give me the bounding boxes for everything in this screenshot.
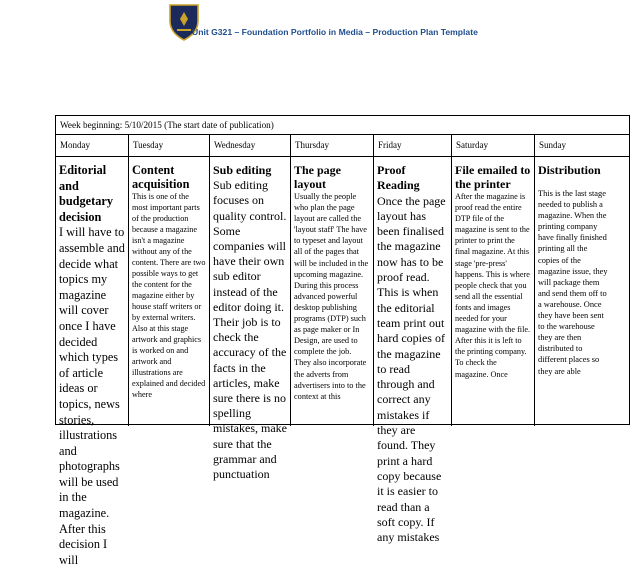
day-header-thursday: Thursday [291,135,374,156]
plan-content-row [56,157,629,567]
page-header [0,0,638,60]
cell-text: Sub editing focuses on quality control. Some companies will have their own sub editor instead of the editor doing it. Their job is to check the accuracy of the facts in the articles, make sure there is no spelling mistakes, make sure that the grammar and punctuation [213,178,287,482]
day-header-saturday: Saturday [452,135,535,156]
cell-text: Once the page layout has been finalised the magazine now has to be proof read. This is when the editorial team print out hard copies of the magazine to read through and correct any mistakes if they are found. They print a hard copy because it is easier to read than a soft copy. If any mistakes [377,193,446,545]
cell-text: I will have to assemble and decide what topics my magazine will cover once I have decided which types of article ideas or topics, news stories, illustrations and photographs will be used in the magazine. After this decision I will [59,225,125,567]
cell-heading: Distribution [538,163,601,177]
week-beginning-row: Week beginning: 5/10/2015 (The start date of publication) [56,116,629,135]
cell-text: Usually the people who plan the page layout are called the 'layout staff' The have to typeset and layout all of the pages that will be included in the upcoming magazine. During this process advanced powerful desktop publishing programs (DTP) such as page maker or In Design, are used to complete the job. They also incorporate the adverts from advertisers into to the context at this [294,192,369,401]
cell-text: After the magazine is proof read the entire DTP file of the magazine is sent to the printer to print the final magazine. At this stage 'pre-press' happens. This is where people check that you send all the essential fonts and images needed for your magazine with the file. After this it is left to the printing company. To check the magazine. Once [455,192,531,379]
cell-heading: File emailed to the printer [455,163,531,191]
cell-thursday [291,157,374,426]
day-header-friday: Friday [374,135,452,156]
cell-heading: Editorial and budgetary decision [59,163,113,224]
cell-tuesday [129,157,210,426]
cell-heading: The page layout [294,163,342,191]
cell-text: This is the last stage needed to publish a magazine. When the printing company have finally finished printing all the copies of the magazine issue, they will package them and send them off to a warehouse. Once they have been sent to the warehouse they are then distributed to different places so they are able [538,189,608,376]
cell-heading: Sub editing [213,163,272,177]
cell-heading: Proof Reading [377,163,420,193]
production-plan-table [55,115,630,567]
day-header-monday: Monday [56,135,129,156]
cell-monday [56,157,129,567]
day-header-tuesday: Tuesday [129,135,210,156]
cell-saturday [452,157,535,426]
cell-text: This is one of the most important parts of the production because a magazine isn't a magazine without any of the content. There are two possible ways to get the content for the magazine either by house staff writers or by external writers. Also at this stage artwork and graphics is worked on and artwork and illustrations are explained and decided where [132,192,206,399]
cell-wednesday [210,157,291,482]
days-header-row [56,135,629,157]
cell-sunday [535,157,611,426]
document-title: Unit G321 – Foundation Portfolio in Media – Production Plan Template [192,27,478,37]
day-header-wednesday: Wednesday [210,135,291,156]
cell-friday [374,157,452,545]
cell-heading: Content acquisition [132,163,190,191]
day-header-sunday: Sunday [539,140,566,150]
